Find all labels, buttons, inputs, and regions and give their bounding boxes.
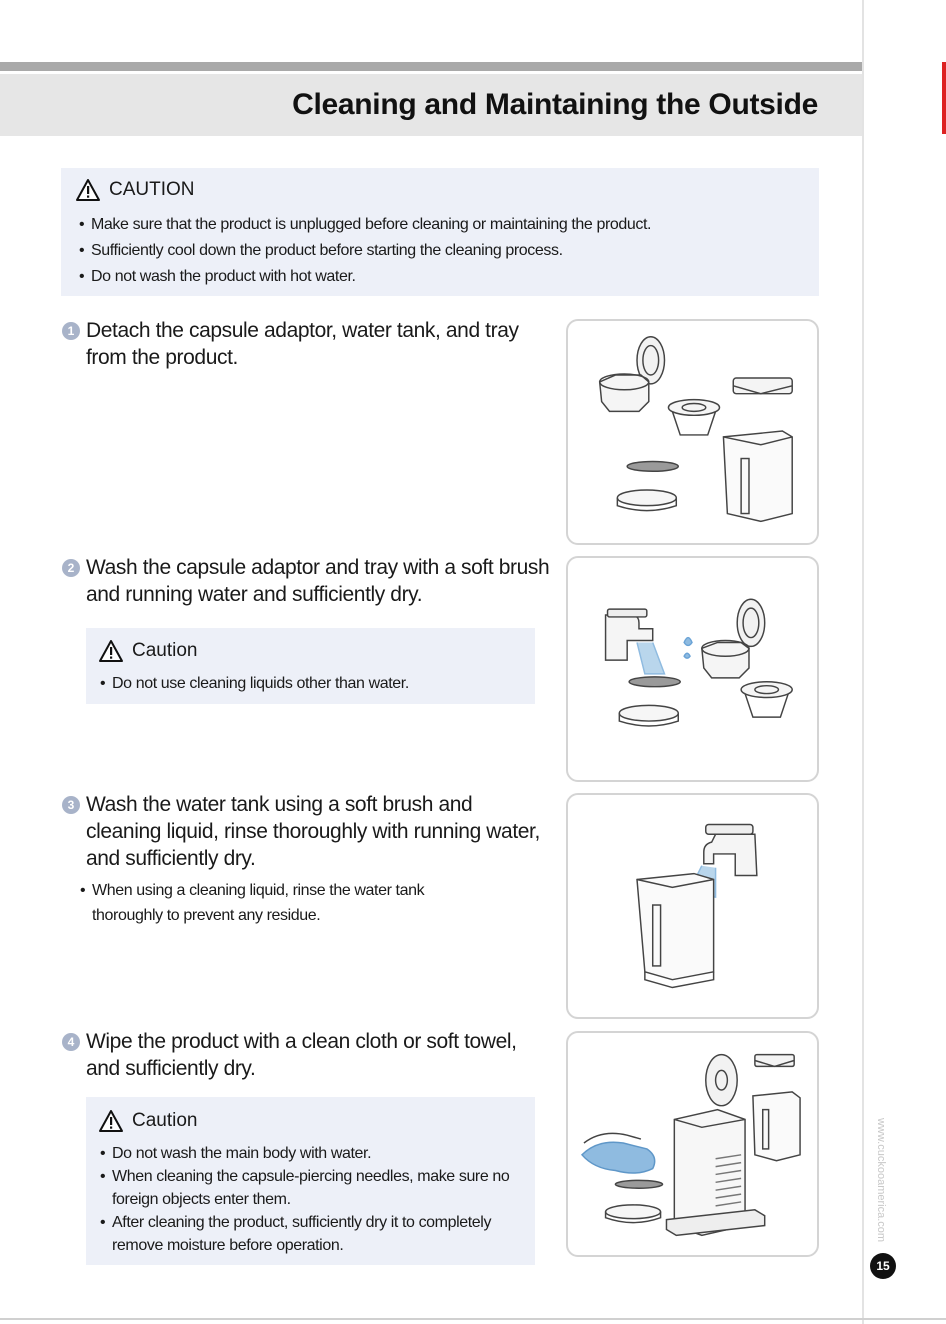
main-caution-box (61, 168, 819, 296)
step-4 (62, 1028, 550, 1082)
step-number-badge: 4 (62, 1033, 80, 1051)
step-3 (62, 791, 550, 872)
warning-triangle-icon (98, 639, 124, 663)
list-item: • Do not wash the product with hot water. (77, 265, 807, 288)
step-4-caution-header (98, 1109, 198, 1133)
warning-triangle-icon (98, 1109, 124, 1133)
list-item: • After cleaning the product, sufficiently dry it to completely remove moisture before operation. (98, 1211, 518, 1257)
step-4-caution-box (86, 1097, 535, 1265)
detached-parts-illustration (566, 319, 819, 545)
step-2-caution-header (98, 639, 198, 663)
wiping-product-illustration (566, 1031, 819, 1257)
main-caution-list (77, 213, 807, 288)
list-item: • When using a cleaning liquid, rinse the water tank thoroughly to prevent any residue. (78, 878, 498, 928)
step-text: Wipe the product with a clean cloth or soft towel, and sufficiently dry. (86, 1030, 517, 1080)
faucet-washing-parts-illustration (566, 556, 819, 782)
list-item: • Sufficiently cool down the product before starting the cleaning process. (77, 239, 807, 262)
step-number-badge: 1 (62, 322, 80, 340)
edge-tab-marker (942, 62, 946, 134)
step-number-badge: 2 (62, 559, 80, 577)
step-2-caution-list (98, 672, 528, 695)
main-caution-label: CAUTION (109, 179, 195, 200)
step-text: Wash the capsule adaptor and tray with a soft brush and running water and sufficiently dry. (86, 556, 550, 606)
step-2-caution-label: Caution (132, 640, 198, 661)
page-edge-divider (862, 0, 864, 1324)
main-caution-header (75, 178, 195, 202)
header-top-bar (0, 62, 862, 71)
step-number-badge: 3 (62, 796, 80, 814)
list-item: • When cleaning the capsule-piercing needles, make sure no foreign objects enter them. (98, 1165, 518, 1211)
step-2-caution-box (86, 628, 535, 704)
step-4-caution-label: Caution (132, 1110, 198, 1131)
step-1 (62, 317, 550, 371)
step-2 (62, 554, 550, 608)
step-4-caution-list (98, 1142, 518, 1257)
title-band (0, 74, 862, 136)
list-item: • Do not wash the main body with water. (98, 1142, 518, 1165)
step-text: Detach the capsule adaptor, water tank, and tray from the product. (86, 319, 519, 369)
step-text: Wash the water tank using a soft brush and cleaning liquid, rinse thoroughly with running water, and sufficiently dry. (86, 793, 540, 870)
page-title: Cleaning and Maintaining the Outside (292, 88, 818, 121)
page-bottom-line (0, 1318, 946, 1320)
list-item: • Do not use cleaning liquids other than water. (98, 672, 528, 695)
step-3-note (78, 878, 498, 928)
page-number: 15 (870, 1253, 896, 1279)
website-url: www.cuckooamerica.com (875, 1117, 887, 1243)
faucet-water-tank-illustration (566, 793, 819, 1019)
list-item: • Make sure that the product is unplugged before cleaning or maintaining the product. (77, 213, 807, 236)
warning-triangle-icon (75, 178, 101, 202)
